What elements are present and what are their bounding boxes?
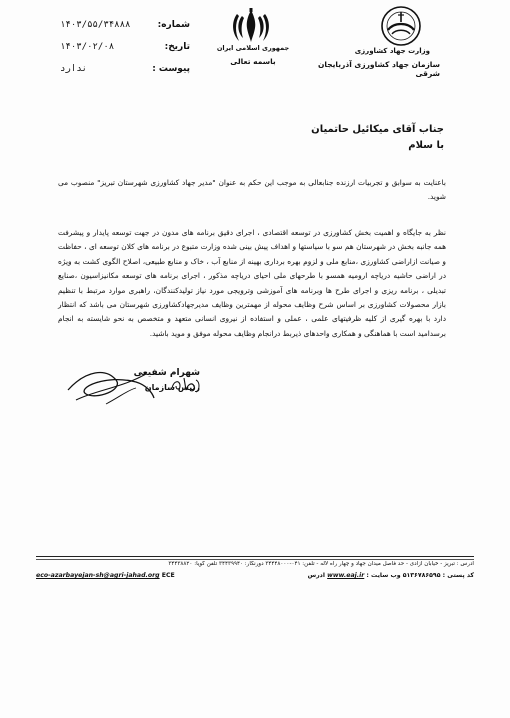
iran-emblem-icon	[228, 6, 274, 46]
signatory-name: شهرام شفیعی	[133, 368, 200, 378]
footer-postal: کد پستی : ۵۱۳۶۷۸۶۵۹۵ وب سایت :	[366, 572, 474, 579]
footer-ece: ECE	[161, 572, 175, 579]
footer-address: آدرس : تبریز - خیابان آزادی - حد فاصل میدان جهاد و چهار راه لاله - تلفن: ۰۴۱-۳۴۴۴۸۰۰۰ دورنگار: ۳۴۴۳۹۹۴۰ تلفن گویا: ۳۴۴۳۸۸۲۰	[168, 561, 474, 567]
footer-web-prefix: آدرس	[307, 572, 325, 579]
organization-name: سازمان جهاد کشاورزی آذربایجان شرقی	[317, 60, 440, 78]
number-row	[60, 14, 190, 36]
letter-metadata	[60, 14, 190, 80]
number-value: ۱۴۰۳/۵۵/۳۴۸۸۸	[60, 20, 131, 30]
footer-divider-thin	[36, 559, 474, 560]
footer-contact-line	[36, 572, 474, 579]
handwritten-initials	[168, 372, 202, 396]
date-row	[60, 36, 190, 58]
handwritten-signature	[66, 360, 156, 410]
date-label: تاریخ:	[164, 42, 190, 52]
footer-website[interactable]: www.eaj.ir	[327, 572, 365, 579]
signatory-title: رئیس سازمان	[144, 383, 200, 392]
republic-title: جمهوری اسلامی ایران	[216, 44, 290, 52]
footer-email-group	[36, 572, 175, 579]
footer-web-group	[308, 572, 474, 579]
bismillah: باسمه تعالی	[230, 57, 276, 66]
attachment-value: ندارد	[60, 64, 88, 74]
recipient-name: جناب آقای میکائیل حاتمیان	[311, 124, 444, 135]
paragraph-duties: نظر به جایگاه و اهمیت بخش کشاورزی در توسعه اقتصادی ، اجرای دقیق برنامه های مدون در جهت توسعه پایدار و پیشرفت همه جانبه بخش در شهرستان هم سو با سیاستها و اهداف پیش بینی شده وزارت متبوع در برنامه های کلان توسعه ای ، حفاظت و صیانت ازاراضی کشاورزی ،منابع ملی و لزوم بهره برداری بهینه از منابع آب ، خاک و منابع طبیعی، اصلاح الگوی کشت به ویژه در اراضی حاشیه دریاچه ارومیه همسو با طرحهای ملی احیای دریاچه مذکور ، اجرای برنامه های توسعه مکانیزاسیون ،صنایع تبدیلی ، برنامه ریزی و اجرای طرح ها وبرنامه های آموزشی وترویجی مورد نیاز تولیدکنندگان، راهبری موارد مرتبط با تنظیم بازار محصولات کشاورزی بر اساس شرح وظایف محوله از مهمترین وظایف مدیرجهادکشاورزی شهرستان می باشد که انتظار دارد با بهره گیری از کلیه ظرفیتهای علمی ، عملی و استفاده از نیروی انسانی متعهد و متخصص به نحو شایسته به انجام برسدامید است با هماهنگی و همکاری واحدهای ذیربط درانجام وظایف محوله موفق و موید باشید.	[58, 228, 446, 338]
attachment-label: پیوست :	[152, 64, 190, 74]
ministry-name: وزارت جهاد کشاورزی	[354, 47, 430, 55]
date-value: ۱۴۰۳/۰۲/۰۸	[60, 42, 115, 52]
footer-divider	[36, 556, 474, 557]
paragraph-appointment: باعنایت به سوابق و تجربیات ارزنده جنابعالی به موجب این حکم به عنوان "مدیر جهاد کشاورزی شهرستان تبریز" منصوب می شوید.	[58, 178, 446, 202]
jahad-logo-icon	[376, 4, 426, 48]
footer-email[interactable]: eco-azarbayejan-sh@agri-jahad.org	[36, 572, 160, 579]
attachment-row	[60, 58, 190, 80]
greeting: با سلام	[408, 140, 444, 151]
number-label: شماره:	[157, 20, 190, 30]
